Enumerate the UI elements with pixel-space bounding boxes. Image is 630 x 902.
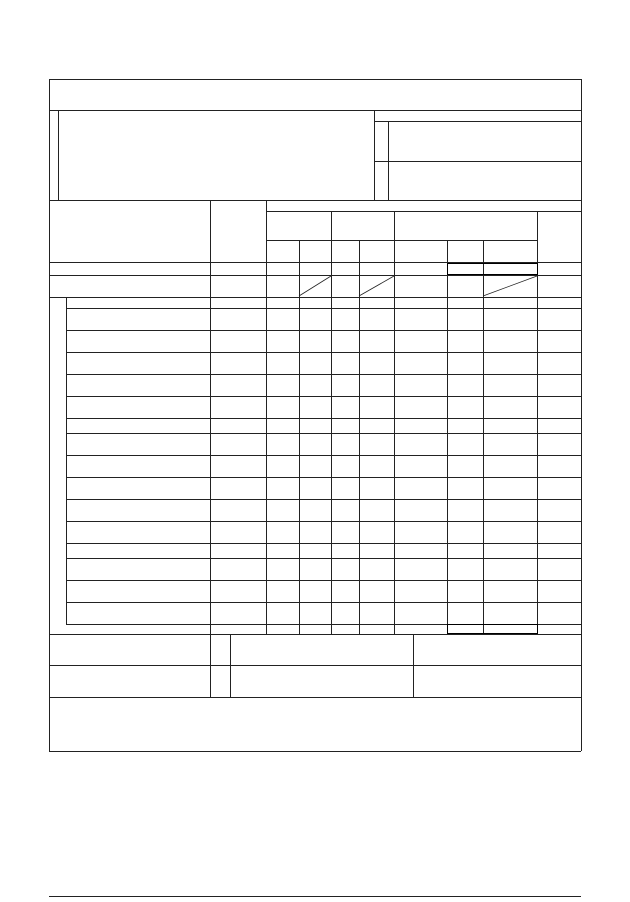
rule-row-4 [66, 352, 581, 353]
rule-row-2 [66, 308, 581, 309]
rule-head-2 [266, 211, 581, 212]
rule-b-col1 [210, 634, 211, 697]
rule-plan-mid [374, 161, 581, 162]
rule-col-final-actual [359, 240, 360, 634]
frame-top [49, 79, 581, 80]
rule-row-1 [49, 297, 581, 298]
rule-row-3 [66, 330, 581, 331]
frame-left [49, 79, 50, 751]
rule-b-col3 [413, 634, 414, 697]
rule-b-col2 [230, 634, 231, 697]
rule-bottom-mid [49, 665, 581, 666]
rule-row-10 [66, 477, 581, 478]
rule-group-col [66, 297, 67, 624]
rule-row-18 [49, 634, 581, 635]
rule-col-basis [210, 200, 211, 634]
rule-owner-label-col [58, 110, 59, 200]
rule-row-16 [66, 602, 581, 603]
rule-business-top [49, 110, 581, 111]
total-row-hi-box [447, 263, 538, 275]
total-bottom-box [447, 624, 538, 634]
rule-row-15 [66, 580, 581, 581]
diag-row1-c [0, 0, 1, 1]
rule-bottom-end [49, 697, 581, 698]
rule-row-9 [66, 455, 581, 456]
rule-total-band-left [447, 275, 448, 624]
rule-total-band-right [537, 275, 538, 624]
rule-row-14 [66, 558, 581, 559]
rule-col-period1 [266, 200, 267, 634]
frame-bottom-hidden [49, 896, 581, 897]
rule-col-p1-actual [299, 240, 300, 634]
rule-row-7 [66, 418, 581, 419]
rule-head-3 [266, 240, 537, 241]
rule-row-13 [66, 543, 581, 544]
rule-row-8 [66, 433, 581, 434]
rule-row-12 [66, 521, 581, 522]
rule-row-0 [49, 275, 581, 276]
rule-plan-header [374, 121, 581, 122]
rule-owner-bottom [49, 200, 581, 201]
rule-row-11 [66, 499, 581, 500]
frame-right [581, 79, 582, 751]
rule-col-total-actual [483, 240, 484, 634]
rule-row-6 [66, 396, 581, 397]
rule-row-5 [66, 374, 581, 375]
rule-plan-col [374, 110, 375, 200]
rule-remarks-end [49, 751, 581, 752]
